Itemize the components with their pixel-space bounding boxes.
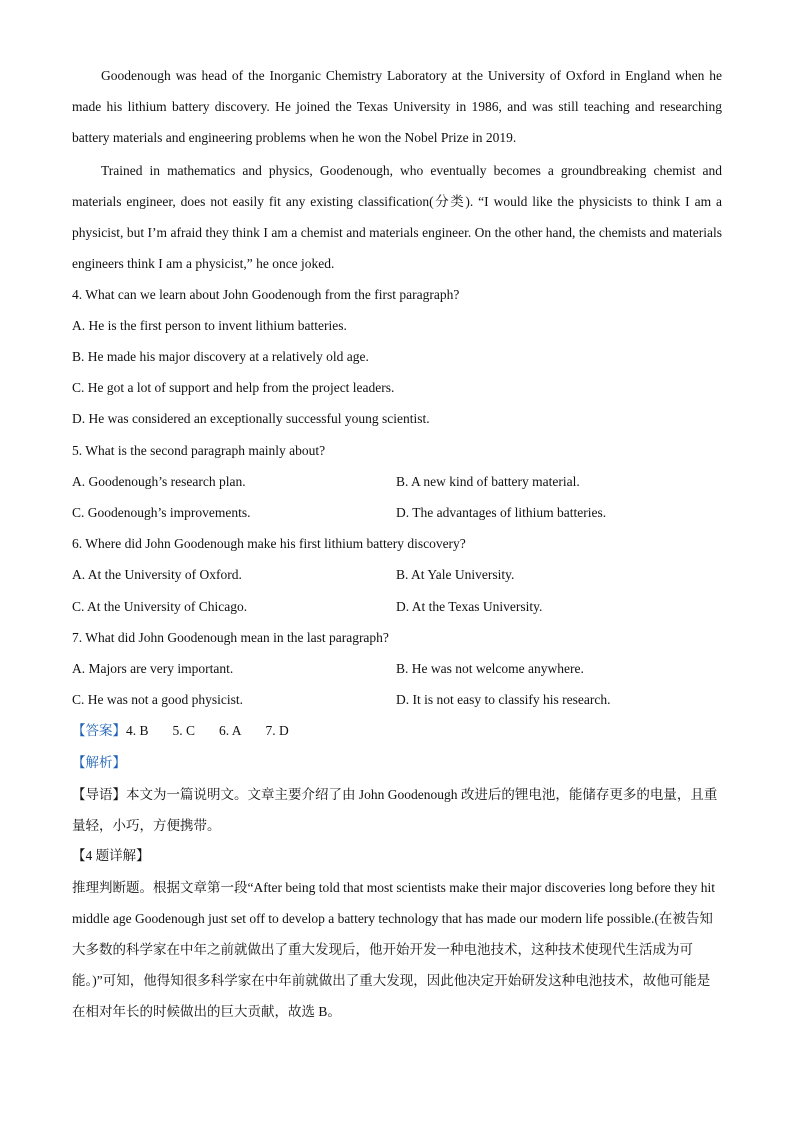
guide-label: 【导语】 <box>72 787 126 802</box>
question-7-option-d: D. It is not easy to classify his research. <box>396 692 611 707</box>
question-5-option-c: C. Goodenough’s improvements. <box>72 505 251 520</box>
answer-item: 6. A <box>219 723 242 738</box>
answer-line <box>72 721 289 741</box>
question-5-option-a: A. Goodenough’s research plan. <box>72 474 246 489</box>
guide-paragraph <box>72 779 722 841</box>
question-5-stem: 5. What is the second paragraph mainly about? <box>72 443 326 458</box>
question-7-option-c: C. He was not a good physicist. <box>72 692 243 707</box>
question-4-option-d: D. He was considered an exceptionally successful young scientist. <box>72 411 430 426</box>
question-4-option-b: B. He made his major discovery at a relatively old age. <box>72 349 369 364</box>
question-6-option-d: D. At the Texas University. <box>396 599 543 614</box>
question-7-stem: 7. What did John Goodenough mean in the last paragraph? <box>72 630 389 645</box>
question-5-option-d: D. The advantages of lithium batteries. <box>396 505 607 520</box>
question-6-option-c: C. At the University of Chicago. <box>72 599 248 614</box>
answer-item: 4. B <box>126 723 149 738</box>
answer-label: 【答案】 <box>72 723 126 738</box>
passage-paragraph-2: Trained in mathematics and physics, Goodenough, who eventually becomes a groundbreaking chemist and materials engineer, does not easily fit any existing classification(分类). “I would like the physicists to think I am a physicist, but I’m afraid they think I am a chemist and materials engineer. On the other hand, the chemists and materials engineers think I am a physicist,” he once joked. <box>72 163 722 271</box>
question-7-option-a: A. Majors are very important. <box>72 661 234 676</box>
detail-label: 【4 题详解】 <box>72 848 150 863</box>
detail-paragraph: 推理判断题。根据文章第一段“After being told that most scientists make their major discoveries long before they hit middle age Goodenough just set off to develop a battery technology that has made our modern life possible.(在被告知大多数的科学家在中年之前就做出了重大发现后，他开始开发一种电池技术，这种技术使现代生活成为可能。)”可知，他得知很多科学家在中年前就做出了重大发现，因此他决定开始研发这种电池技术，故他可能是在相对年长的时候做出的巨大贡献，故选 B。 <box>72 880 716 1019</box>
answer-item: 7. D <box>265 723 289 738</box>
question-6-stem: 6. Where did John Goodenough make his first lithium battery discovery? <box>72 536 466 551</box>
question-4-option-c: C. He got a lot of support and help from the project leaders. <box>72 380 395 395</box>
passage-paragraph-1: Goodenough was head of the Inorganic Chemistry Laboratory at the University of Oxford in England when he made his lithium battery discovery. He joined the Texas University in 1986, and was still teaching and researching battery materials and engineering problems when he won the Nobel Prize in 2019. <box>72 68 722 145</box>
question-4-stem: 4. What can we learn about John Goodenough from the first paragraph? <box>72 287 460 302</box>
question-7-option-b: B. He was not welcome anywhere. <box>396 661 584 676</box>
guide-text: 本文为一篇说明文。文章主要介绍了由 John Goodenough 改进后的锂电池，能储存更多的电量，且重量轻，小巧，方便携带。 <box>72 787 718 833</box>
answer-item: 5. C <box>172 723 196 738</box>
question-5-option-b: B. A new kind of battery material. <box>396 474 580 489</box>
question-6-option-b: B. At Yale University. <box>396 567 515 582</box>
question-6-option-a: A. At the University of Oxford. <box>72 567 242 582</box>
analysis-label: 【解析】 <box>72 755 126 770</box>
question-4-option-a: A. He is the first person to invent lithium batteries. <box>72 318 347 333</box>
